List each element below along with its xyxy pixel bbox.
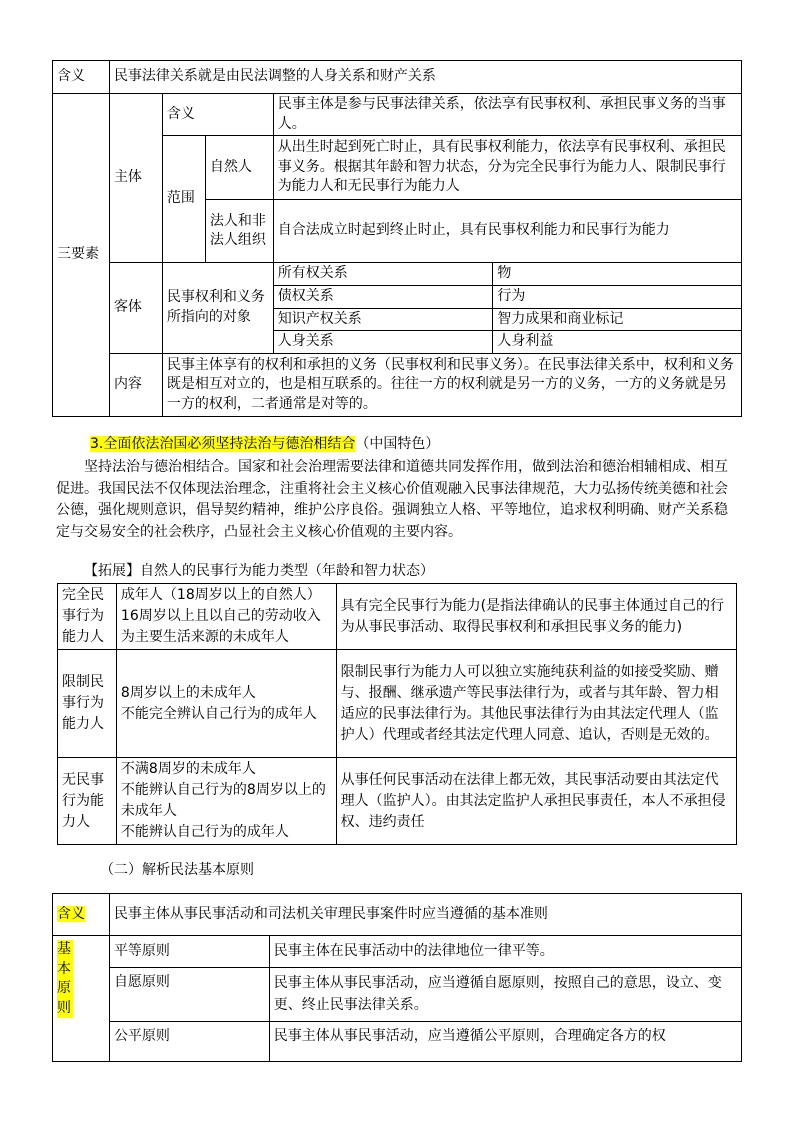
neirong-label: 内容: [109, 353, 162, 416]
ziranren-label: 自然人: [205, 136, 273, 200]
principles-label: 基本原则: [53, 936, 110, 1062]
keti-rel: 所有权关系: [273, 263, 493, 286]
capacity-type: 无民事行为能力人: [58, 758, 117, 845]
keti-rel: 债权关系: [273, 285, 493, 308]
zhuti-label: 主体: [109, 94, 162, 263]
keti-rel: 人身关系: [273, 331, 493, 354]
capacity-desc: 限制民事行为能力人可以独立实施纯获利益的如接受奖励、赠与、报酬、继承遗产等民事法律行为，或者与其年龄、智力相适应的民事法律行为。其他民事法律行为由其法定代理人（监护人）代理或者经其法定代理人同意、追认，否则是无效的。: [336, 650, 736, 758]
capacity-desc: 从事任何民事活动在法律上都无效，其民事活动要由其法定代理人（监护人）。由其法定监护人承担民事责任，本人不承担侵权、违约责任: [336, 758, 736, 845]
keti-obj: 物: [493, 263, 742, 286]
neirong-text: 民事主体享有的权利和承担的义务（民事权利和民事义务）。在民事法律关系中，权利和义务既是相互对立的，也是相互联系的。往往一方的权利就是另一方的义务，一方的义务就是另一方的权利，二者通常是对等的。: [162, 353, 741, 416]
section2-heading: （二）解析民法基本原则: [100, 862, 254, 878]
zhuti-hanyi-label: 含义: [162, 94, 273, 136]
keti-rel: 知识产权关系: [273, 308, 493, 331]
principles-hanyi-text: 民事主体从事民事活动和司法机关审理民事案件时应当遵循的基本准则: [109, 894, 741, 936]
principle-text: 民事主体在民事活动中的法律地位一律平等。: [269, 936, 741, 968]
section3-heading: [90, 434, 774, 456]
capacity-who: 8周岁以上的未成年人 不能完全辨认自己行为的成年人: [116, 650, 336, 758]
principle-name: 公平原则: [109, 1022, 269, 1062]
keti-obj: 行为: [493, 285, 742, 308]
section3-heading-tail: （中国特色）: [355, 436, 440, 452]
capacity-who: 成年人（18周岁以上的自然人） 16周岁以上且以自己的劳动收入为主要生活来源的未成年人: [116, 584, 336, 650]
hanyi-text: 民事法律关系就是由民法调整的人身关系和财产关系: [109, 61, 741, 94]
section3-heading-highlight: 3.全面依法治国必须坚持法治与德治相结合: [90, 436, 356, 452]
capacity-type: 限制民事行为能力人: [58, 650, 117, 758]
principles-hanyi-label: 含义: [53, 894, 110, 936]
keti-obj: 智力成果和商业标记: [493, 308, 742, 331]
keti-label: 客体: [109, 263, 162, 354]
ziranren-text: 从出生时起到死亡时止，具有民事权利能力，依法享有民事权利、承担民事义务。根据其年龄和智力状态，分为完全民事行为能力人、限制民事行为能力人和无民事行为能力人: [273, 136, 741, 200]
zhuti-hanyi-text: 民事主体是参与民事法律关系，依法享有民事权利、承担民事义务的当事人。: [273, 94, 741, 136]
principle-text: 民事主体从事民事活动，应当遵循自愿原则，按照自己的意思，设立、变更、终止民事法律关系。: [269, 968, 741, 1022]
principles-table: [52, 893, 742, 1062]
principle-name: 平等原则: [109, 936, 269, 968]
capacity-who: 不满8周岁的未成年人 不能辨认自己行为的8周岁以上的未成年人 不能辨认自己行为的成年人: [116, 758, 336, 845]
extend-heading: 【拓展】自然人的民事行为能力类型（年龄和智力状态）: [84, 563, 434, 579]
hanyi-label: 含义: [53, 61, 110, 94]
section3-body: 坚持法治与德治相结合。国家和社会治理需要法律和道德共同发挥作用，做到法治和德治相辅相成、相互促进。我国民法不仅体现法治理念，注重将社会主义核心价值观融入民事法律规范，大力弘扬传统美德和社会公德，强化规则意识，倡导契约精神，维护公序良俗。强调独立人格、平等地位，追求权利明确、财产关系稳定与交易安全的社会秩序，凸显社会主义核心价值观的主要内容。: [56, 459, 728, 541]
principle-name: 自愿原则: [109, 968, 269, 1022]
capacity-desc: 具有完全民事行为能力(是指法律确认的民事主体通过自己的行为从事民事活动、取得民事权利和承担民事义务的能力): [336, 584, 736, 650]
capacity-table: [57, 583, 737, 845]
faren-text: 自合法成立时起到终止时止，具有民事权利能力和民事行为能力: [273, 200, 741, 263]
keti-desc: 民事权利和义务所指向的对象: [162, 263, 273, 354]
sanyaosu-label: 三要素: [53, 94, 110, 417]
civil-relation-table: [52, 60, 742, 417]
capacity-type: 完全民事行为能力人: [58, 584, 117, 650]
principle-text: 民事主体从事民事活动，应当遵循公平原则，合理确定各方的权: [269, 1022, 741, 1062]
fanwei-label: 范围: [162, 136, 205, 263]
keti-obj: 人身利益: [493, 331, 742, 354]
faren-label: 法人和非法人组织: [205, 200, 273, 263]
